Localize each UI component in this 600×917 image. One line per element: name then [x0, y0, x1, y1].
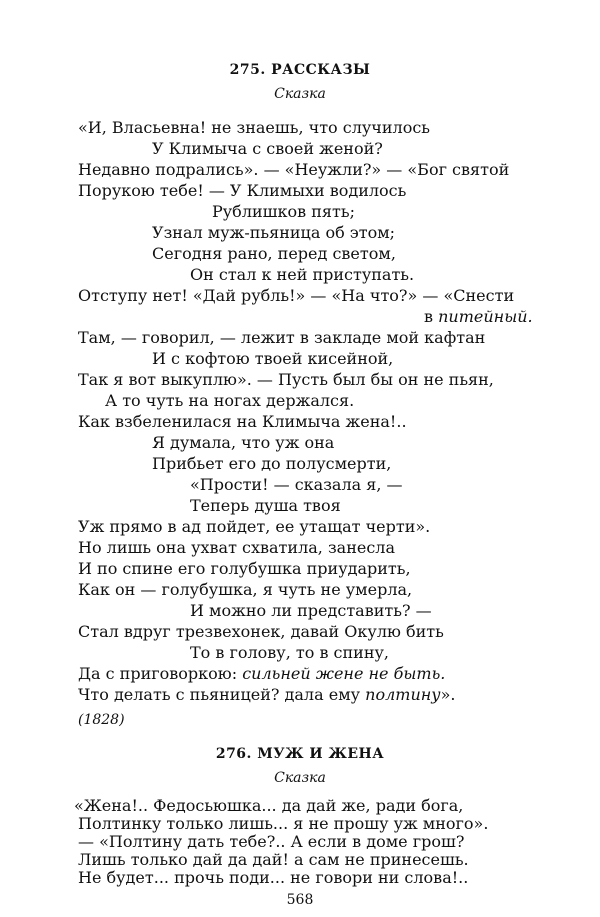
- poem-line: «Прости! — сказала я, —: [190, 475, 403, 494]
- poem-line: Как взбеленилася на Климыча жена!..: [78, 412, 407, 431]
- poem-275-date: (1828): [78, 712, 125, 728]
- poem-line: Прибьет его до полусмерти,: [152, 454, 392, 473]
- poem-text-run: ».: [440, 685, 456, 704]
- poem-line: Уж прямо в ад пойдет, ее утащат черти».: [78, 517, 431, 536]
- poem-line: — «Полтину дать тебе?.. А если в доме грош?: [78, 832, 465, 851]
- poem-line-mixed: [78, 685, 455, 705]
- poem-line: Отступу нет! «Дай рубль!» — «На что?» — «Снести: [78, 286, 515, 305]
- poem-line: Там, — говорил, — лежит в закладе мой кафтан: [78, 328, 486, 347]
- page-number: 568: [286, 892, 314, 908]
- poem-line: Порукою тебе! — У Климыхи водилось: [78, 181, 407, 200]
- poem-line: Стал вдруг трезвехонек, давай Окулю бить: [78, 622, 444, 641]
- poem-line: А то чуть на ногах держался.: [105, 391, 355, 410]
- poem-line: Не будет... прочь поди... не говори ни слова!..: [78, 868, 469, 887]
- poem-italic-run: полтину: [365, 685, 441, 704]
- poem-line: У Климыча с своей женой?: [152, 139, 383, 158]
- poem-line: Я думала, что уж она: [152, 433, 335, 452]
- poem-line: Лишь только дай да дай! а сам не принесешь.: [78, 850, 469, 869]
- poem-line: Теперь душа твоя: [190, 496, 341, 515]
- poem-text-run: Да с приговоркою:: [78, 664, 243, 683]
- poem-line: И по спине его голубушка приударить,: [78, 559, 411, 578]
- poem-line: Недавно подрались». — «Неужли?» — «Бог святой: [78, 160, 510, 179]
- poem-line: Он стал к ней приступать.: [190, 265, 415, 284]
- poem-276-title: 276. МУЖ И ЖЕНА: [215, 746, 385, 762]
- poem-line-mixed: [78, 664, 445, 684]
- poem-line: Как он — голубушка, я чуть не умерла,: [78, 580, 413, 599]
- poem-275-subtitle: Сказка: [274, 86, 326, 102]
- poem-text-run: в: [424, 307, 439, 326]
- poem-line: Так я вот выкуплю». — Пусть был бы он не пьян,: [78, 370, 494, 389]
- poem-line: Рублишков пять;: [212, 202, 355, 221]
- poem-line: И с кофтою твоей кисейной,: [152, 349, 394, 368]
- poem-italic-run: питейный.: [438, 307, 533, 326]
- poem-line: И можно ли представить? —: [190, 601, 432, 620]
- poem-line: Сегодня рано, перед светом,: [152, 244, 396, 263]
- poem-line: То в голову, то в спину,: [190, 643, 390, 662]
- poem-text-run: Что делать с пьяницей? дала ему: [78, 685, 366, 704]
- poem-line: «Жена!.. Федосьюшка... да дай же, ради бога,: [74, 796, 464, 815]
- poem-275-title: 275. РАССКАЗЫ: [229, 62, 371, 78]
- poem-276-subtitle: Сказка: [274, 770, 326, 786]
- poem-line: «И, Власьевна! не знаешь, что случилось: [78, 118, 431, 137]
- poem-line: Но лишь она ухват схватила, занесла: [78, 538, 395, 557]
- poem-line: Полтинку только лишь... я не прошу уж много».: [78, 814, 489, 833]
- poem-italic-run: сильней жене не быть.: [242, 664, 446, 683]
- poem-line-continuation: [424, 307, 533, 327]
- poem-line: Узнал муж-пьяница об этом;: [152, 223, 396, 242]
